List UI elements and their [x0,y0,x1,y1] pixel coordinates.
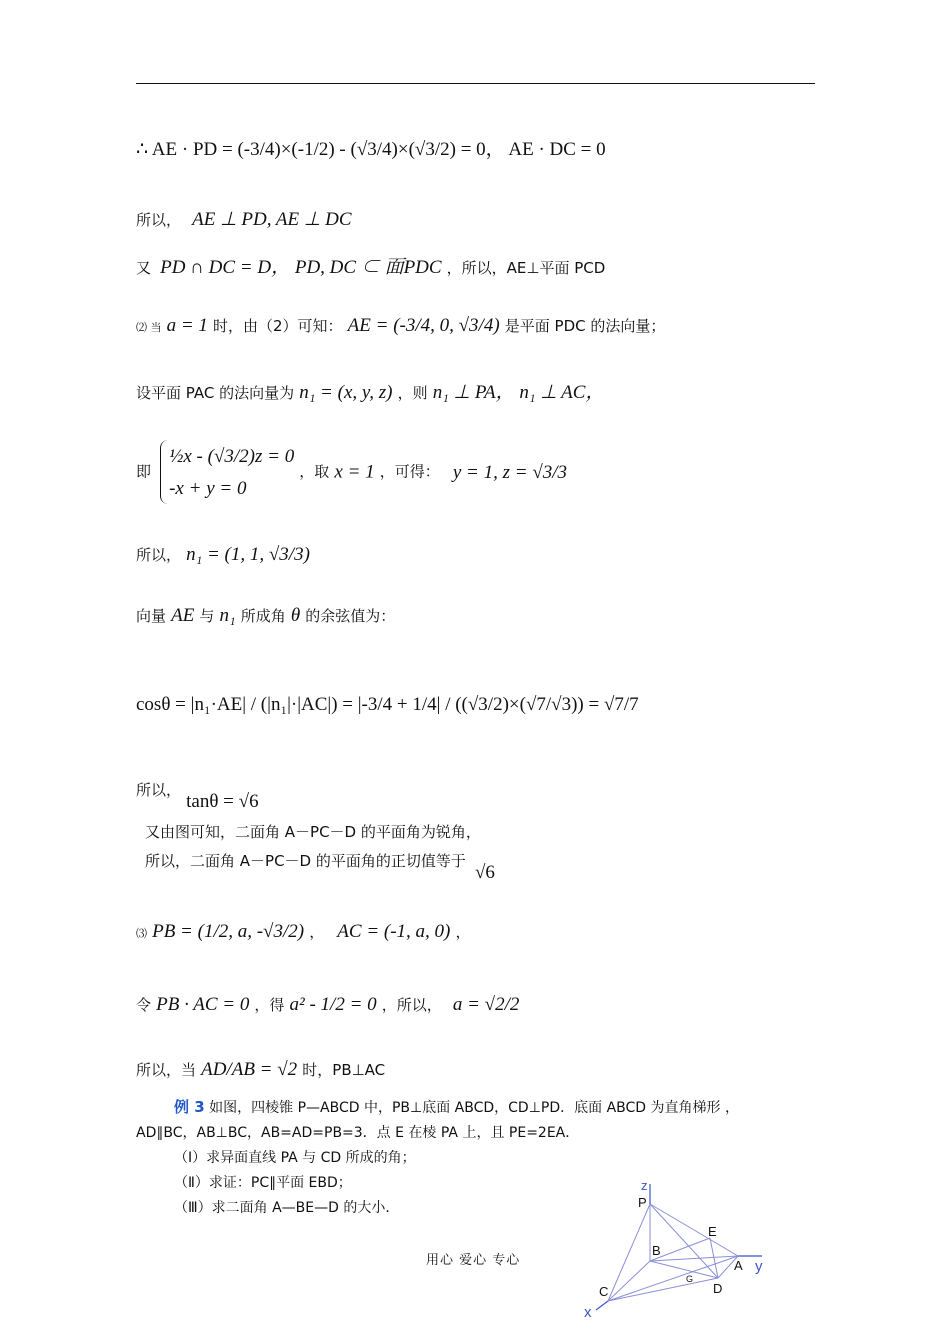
label-A: A [734,1258,743,1273]
x-axis [596,1301,608,1310]
part3-conclusion: 所以，当 AD/AB = √2 时，PB⊥AC [136,1059,386,1080]
example-3-line1: 例 3 如图，四棱锥 P—ABCD 中，PB⊥底面 ABCD，CD⊥PD．底面 ABCD 为直角梯形 ， [174,1098,739,1116]
acute-angle-note: 又由图可知，二面角 A－PC－D 的平面角为锐角， [145,823,481,841]
cosine-equation: cosθ = |n₁·AE| / (|n₁|·|AC|) = |-3/4 + 1/4| / ((√3/2)×(√7/√3)) = √7/7 [136,694,639,715]
footer-slogan: 用心 爱心 专心 [426,1253,521,1268]
angle-intro: 向量 AE 与 n₁ 所成角 θ 的余弦值为： [136,605,396,626]
header-rule [136,83,815,84]
label-C: C [599,1284,609,1299]
label-y: y [755,1258,763,1275]
tangent-result: 所以， tanθ = √6 [136,781,259,812]
question-1: （Ⅰ）求异面直线 PA 与 CD 所成的角； [174,1150,416,1166]
label-D: D [713,1281,723,1296]
label-z: z [641,1178,648,1193]
edge-PC [608,1204,650,1301]
example-3-line2: AD∥BC，AB⊥BC，AB=AD=PB=3．点 E 在棱 PA 上，且 PE=2EA． [136,1125,580,1141]
label-x: x [584,1304,592,1321]
label-P: P [638,1195,647,1210]
example-label: 例 3 [174,1098,205,1116]
label-G: G [686,1274,694,1284]
normal-setup: 设平面 PAC 的法向量为 n₁ = (x, y, z) ，则 n₁ ⊥ PA， n₁ ⊥ AC， [136,382,605,403]
part3-vectors: ⑶ PB = (1/2, a, -√3/2) ， AC = (-1, a, 0) ， [136,921,471,942]
equation-dot-product: ∴ AE · PD = (-3/4)×(-1/2) - (√3/4)×(√3/2) = 0， AE · DC = 0 [136,139,606,160]
conclusion-perp: 所以， AE ⊥ PD, AE ⊥ DC [136,209,352,230]
question-2: （Ⅱ）求证：PC∥平面 EBD； [174,1175,352,1191]
part2-normal: ⑵ 当 a = 1 时，由（2）可知： AE = (-3/4, 0, √3/4) 是平面 PDC 的法向量； [136,315,666,336]
equation-system: 即 ½x - (√3/2)z = 0 -x + y = 0 ，取 x = 1 ，可得： y = 1, z = √3/3 [136,440,567,504]
edge-BC [608,1261,650,1301]
tangent-value-note: 所以，二面角 A－PC－D 的平面角的正切值等于 √6 [145,852,495,883]
label-E: E [708,1224,717,1239]
edge-BD [650,1261,718,1278]
normal-result: 所以， n₁ = (1, 1, √3/3) [136,544,310,565]
question-3: （Ⅲ）求二面角 A—BE—D 的大小． [174,1200,400,1216]
pyramid-figure [578,1176,778,1336]
pyramid-diagram [578,1176,778,1336]
part3-equation: 令 PB · AC = 0 ，得 a² - 1/2 = 0 ，所以， a = √2/2 [136,994,520,1015]
label-B: B [652,1243,661,1258]
edge-PA [650,1204,738,1256]
plane-statement: 又 PD ∩ DC = D， PD, DC ⊂ 面PDC ，所以，AE⊥平面 PCD [136,257,606,278]
